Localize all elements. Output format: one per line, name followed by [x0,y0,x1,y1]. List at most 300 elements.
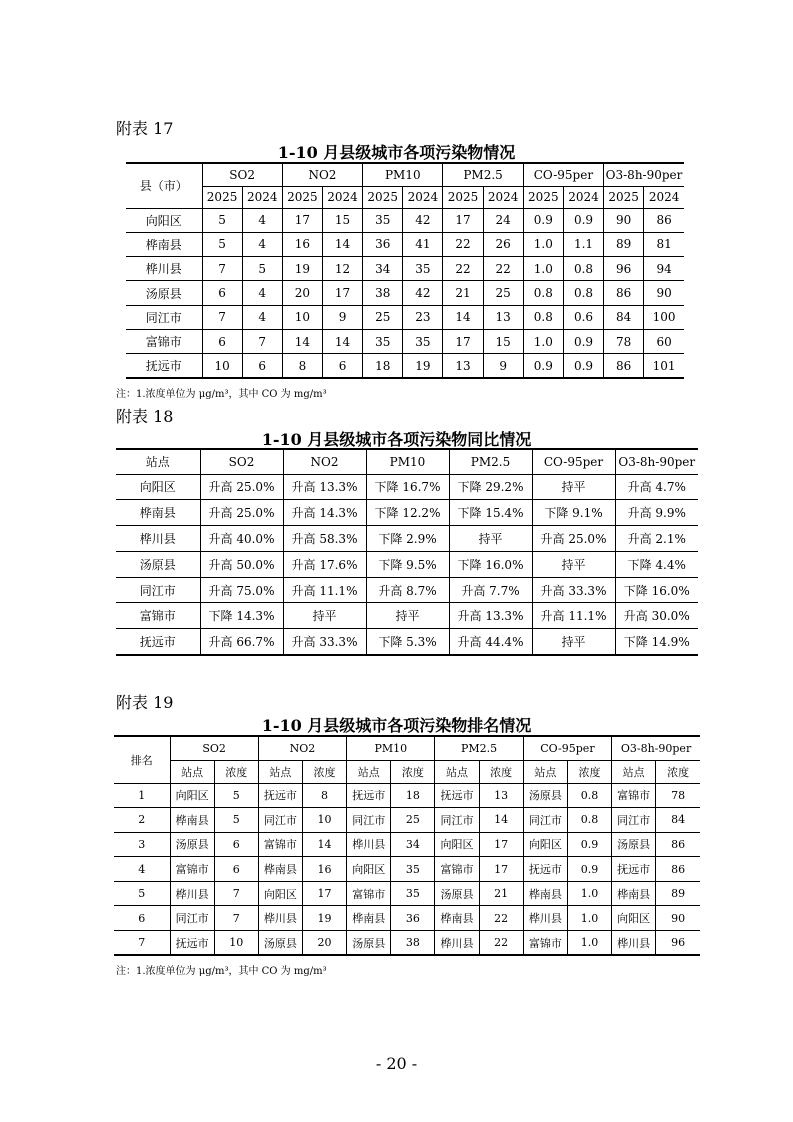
value-cell: 4 [242,208,282,232]
change-cell: 升高 2.1% [615,526,698,552]
station-cell: 向阳区 [435,832,479,857]
header-row [126,163,684,186]
value-cell: 17 [443,329,483,353]
value-cell: 12 [322,257,362,281]
table-row [116,500,698,526]
station-cell: 同江市 [126,305,202,329]
value-cell: 0.8 [567,783,611,808]
station-cell: 同江市 [612,808,656,833]
value-cell: 78 [604,329,644,353]
change-cell: 升高 33.3% [283,629,366,655]
value-cell: 0.8 [567,808,611,833]
value-cell: 0.8 [523,305,563,329]
change-cell: 下降 29.2% [449,474,532,500]
station-cell: 桦南县 [523,881,567,906]
value-cell: 14 [282,329,322,353]
station-cell: 桦南县 [258,857,302,882]
year-row [126,186,684,208]
value-cell: 86 [604,281,644,305]
change-cell: 持平 [532,474,615,500]
station-cell: 向阳区 [258,881,302,906]
value-cell: 1.0 [567,881,611,906]
table-row [126,354,684,378]
year-header: 2025 [282,186,322,208]
value-cell: 16 [282,232,322,256]
value-cell: 101 [644,354,684,378]
change-cell: 升高 58.3% [283,526,366,552]
change-cell: 下降 12.2% [366,500,449,526]
change-cell: 升高 11.1% [283,577,366,603]
value-cell: 81 [644,232,684,256]
value-cell: 10 [302,808,346,833]
pollutant-header: PM10 [363,163,443,186]
sub-header: 浓度 [214,760,258,783]
sub-header: 站点 [258,760,302,783]
station-cell: 富锦市 [523,931,567,956]
station-cell: 汤原县 [612,832,656,857]
station-cell: 向阳区 [170,783,214,808]
value-cell: 16 [302,857,346,882]
value-cell: 17 [479,857,523,882]
value-cell: 5 [214,808,258,833]
pollutant-header: O3-8h-90per [615,449,698,474]
value-cell: 35 [391,881,435,906]
station-cell: 桦川县 [258,906,302,931]
change-cell: 升高 13.3% [283,474,366,500]
value-cell: 7 [214,906,258,931]
value-cell: 0.9 [523,354,563,378]
value-cell: 18 [391,783,435,808]
value-cell: 14 [479,808,523,833]
value-cell: 21 [443,281,483,305]
change-cell: 下降 15.4% [449,500,532,526]
year-header: 2025 [363,186,403,208]
value-cell: 96 [604,257,644,281]
year-header: 2024 [242,186,282,208]
table-row [126,257,684,281]
pollutant-header: O3-8h-90per [604,163,684,186]
value-cell: 19 [403,354,443,378]
station-cell: 富锦市 [612,783,656,808]
change-cell: 升高 25.0% [200,500,283,526]
value-cell: 90 [604,208,644,232]
pollutant-header: NO2 [258,736,346,760]
sub-header: 浓度 [391,760,435,783]
change-cell: 持平 [366,603,449,629]
station-cell: 桦川县 [523,906,567,931]
value-cell: 0.9 [567,832,611,857]
value-cell: 6 [202,281,242,305]
station-cell: 富锦市 [347,881,391,906]
value-cell: 42 [403,208,443,232]
pollutant-header: O3-8h-90per [612,736,700,760]
station-cell: 桦南县 [347,906,391,931]
rank-cell: 6 [114,906,170,931]
table-row [116,629,698,655]
station-cell: 汤原县 [170,832,214,857]
year-header: 2025 [523,186,563,208]
station-cell: 桦川县 [116,526,200,552]
value-cell: 86 [644,208,684,232]
pollutant-header: PM10 [366,449,449,474]
corner-header: 县（市） [126,163,202,208]
t19-heading: 附表 19 [116,693,174,712]
value-cell: 18 [363,354,403,378]
sub-header: 浓度 [656,760,700,783]
table-row [114,906,700,931]
change-cell: 下降 16.7% [366,474,449,500]
table-18 [116,448,698,656]
change-cell: 下降 9.1% [532,500,615,526]
table-row [114,931,700,956]
value-cell: 0.8 [563,281,603,305]
station-cell: 汤原县 [116,551,200,577]
station-cell: 桦南县 [116,500,200,526]
value-cell: 35 [391,857,435,882]
value-cell: 17 [479,832,523,857]
change-cell: 下降 16.0% [449,551,532,577]
value-cell: 19 [282,257,322,281]
table-row [114,881,700,906]
change-cell: 升高 50.0% [200,551,283,577]
change-cell: 升高 14.3% [283,500,366,526]
value-cell: 22 [483,257,523,281]
change-cell: 下降 2.9% [366,526,449,552]
table-row [116,603,698,629]
year-header: 2025 [202,186,242,208]
sub-header: 浓度 [302,760,346,783]
rank-header: 排名 [114,736,170,783]
station-cell: 向阳区 [116,474,200,500]
sub-header: 浓度 [479,760,523,783]
value-cell: 22 [479,931,523,956]
value-cell: 84 [604,305,644,329]
t17-title: 1-10 月县级城市各项污染物情况 [277,143,516,162]
change-cell: 升高 17.6% [283,551,366,577]
t18-heading: 附表 18 [116,407,174,426]
pollutant-header: CO-95per [523,163,603,186]
value-cell: 35 [403,257,443,281]
value-cell: 89 [656,881,700,906]
year-header: 2024 [483,186,523,208]
rank-cell: 3 [114,832,170,857]
pollutant-header: NO2 [283,449,366,474]
value-cell: 22 [443,257,483,281]
value-cell: 6 [322,354,362,378]
value-cell: 4 [242,305,282,329]
value-cell: 13 [479,783,523,808]
change-cell: 下降 9.5% [366,551,449,577]
value-cell: 1.1 [563,232,603,256]
value-cell: 14 [322,329,362,353]
change-cell: 下降 4.4% [615,551,698,577]
value-cell: 7 [242,329,282,353]
value-cell: 35 [403,329,443,353]
change-cell: 持平 [283,603,366,629]
sub-header: 浓度 [567,760,611,783]
value-cell: 6 [202,329,242,353]
value-cell: 1.0 [523,329,563,353]
value-cell: 86 [604,354,644,378]
value-cell: 13 [483,305,523,329]
value-cell: 1.0 [523,232,563,256]
station-cell: 抚远市 [612,857,656,882]
value-cell: 17 [282,208,322,232]
value-cell: 17 [443,208,483,232]
value-cell: 10 [202,354,242,378]
value-cell: 20 [302,931,346,956]
rank-cell: 5 [114,881,170,906]
change-cell: 升高 40.0% [200,526,283,552]
t19-note: 注：1.浓度单位为 μg/m³，其中 CO 为 mg/m³ [116,966,327,977]
value-cell: 22 [443,232,483,256]
value-cell: 1.0 [523,257,563,281]
change-cell: 升高 75.0% [200,577,283,603]
value-cell: 19 [302,906,346,931]
value-cell: 0.9 [567,857,611,882]
station-cell: 同江市 [116,577,200,603]
station-cell: 桦南县 [612,881,656,906]
value-cell: 4 [242,281,282,305]
pollutant-header: PM10 [347,736,435,760]
change-cell: 升高 25.0% [532,526,615,552]
value-cell: 25 [391,808,435,833]
value-cell: 4 [242,232,282,256]
value-cell: 9 [483,354,523,378]
pollutant-header: SO2 [202,163,282,186]
change-cell: 升高 25.0% [200,474,283,500]
value-cell: 14 [443,305,483,329]
value-cell: 5 [214,783,258,808]
t17-note: 注：1.浓度单位为 μg/m³，其中 CO 为 mg/m³ [116,389,327,400]
value-cell: 24 [483,208,523,232]
station-cell: 同江市 [170,906,214,931]
station-cell: 桦南县 [435,906,479,931]
sub-header: 站点 [612,760,656,783]
value-cell: 90 [644,281,684,305]
value-cell: 0.8 [563,257,603,281]
pollutant-header: CO-95per [532,449,615,474]
rank-cell: 4 [114,857,170,882]
rank-cell: 2 [114,808,170,833]
value-cell: 26 [483,232,523,256]
value-cell: 1.0 [567,931,611,956]
value-cell: 25 [483,281,523,305]
station-cell: 汤原县 [523,783,567,808]
value-cell: 86 [656,832,700,857]
value-cell: 5 [202,208,242,232]
table-19 [114,735,700,956]
value-cell: 14 [302,832,346,857]
station-cell: 汤原县 [435,881,479,906]
change-cell: 持平 [532,551,615,577]
value-cell: 84 [656,808,700,833]
value-cell: 6 [242,354,282,378]
station-cell: 桦川县 [170,881,214,906]
value-cell: 6 [214,832,258,857]
value-cell: 5 [202,232,242,256]
station-cell: 向阳区 [612,906,656,931]
table-17 [126,162,684,379]
value-cell: 9 [322,305,362,329]
value-cell: 38 [363,281,403,305]
station-cell: 富锦市 [116,603,200,629]
value-cell: 0.9 [523,208,563,232]
station-cell: 同江市 [347,808,391,833]
sub-header: 站点 [170,760,214,783]
station-cell: 抚远市 [170,931,214,956]
header-row [116,449,698,474]
table-row [126,329,684,353]
pollutant-header: PM2.5 [443,163,523,186]
station-header: 站点 [116,449,200,474]
pollutant-header: NO2 [282,163,362,186]
value-cell: 94 [644,257,684,281]
table-row [116,551,698,577]
value-cell: 7 [202,305,242,329]
value-cell: 13 [443,354,483,378]
station-cell: 抚远市 [523,857,567,882]
value-cell: 96 [656,931,700,956]
station-cell: 向阳区 [523,832,567,857]
table-row [114,783,700,808]
year-header: 2025 [604,186,644,208]
value-cell: 42 [403,281,443,305]
sub-header: 站点 [435,760,479,783]
header-row [114,736,700,760]
value-cell: 0.6 [563,305,603,329]
value-cell: 17 [302,881,346,906]
value-cell: 0.9 [563,329,603,353]
rank-cell: 1 [114,783,170,808]
year-header: 2024 [322,186,362,208]
change-cell: 升高 8.7% [366,577,449,603]
value-cell: 7 [214,881,258,906]
station-cell: 富锦市 [258,832,302,857]
station-cell: 同江市 [523,808,567,833]
value-cell: 38 [391,931,435,956]
station-cell: 抚远市 [116,629,200,655]
station-cell: 抚远市 [347,783,391,808]
sub-header: 站点 [523,760,567,783]
t19-title: 1-10 月县级城市各项污染物排名情况 [261,716,532,735]
station-cell: 汤原县 [258,931,302,956]
pollutant-header: PM2.5 [449,449,532,474]
value-cell: 0.9 [563,208,603,232]
pollutant-header: PM2.5 [435,736,523,760]
station-cell: 富锦市 [170,857,214,882]
change-cell: 持平 [449,526,532,552]
value-cell: 17 [322,281,362,305]
change-cell: 升高 13.3% [449,603,532,629]
station-cell: 桦川县 [435,931,479,956]
value-cell: 15 [322,208,362,232]
station-cell: 富锦市 [126,329,202,353]
t17-heading: 附表 17 [116,119,174,138]
station-cell: 汤原县 [347,931,391,956]
value-cell: 41 [403,232,443,256]
change-cell: 下降 14.9% [615,629,698,655]
value-cell: 36 [391,906,435,931]
year-header: 2024 [644,186,684,208]
value-cell: 25 [363,305,403,329]
value-cell: 100 [644,305,684,329]
value-cell: 60 [644,329,684,353]
pollutant-header: SO2 [200,449,283,474]
value-cell: 0.8 [523,281,563,305]
pollutant-header: SO2 [170,736,258,760]
table-row [116,474,698,500]
change-cell: 升高 44.4% [449,629,532,655]
value-cell: 36 [363,232,403,256]
change-cell: 升高 11.1% [532,603,615,629]
table-row [114,808,700,833]
table-row [116,526,698,552]
station-cell: 汤原县 [126,281,202,305]
station-cell: 桦川县 [126,257,202,281]
change-cell: 升高 66.7% [200,629,283,655]
station-cell: 抚远市 [435,783,479,808]
table-row [114,857,700,882]
change-cell: 下降 5.3% [366,629,449,655]
station-cell: 抚远市 [258,783,302,808]
station-cell: 同江市 [435,808,479,833]
change-cell: 升高 9.9% [615,500,698,526]
station-cell: 抚远市 [126,354,202,378]
value-cell: 78 [656,783,700,808]
t18-title: 1-10 月县级城市各项污染物同比情况 [261,430,532,449]
value-cell: 22 [479,906,523,931]
value-cell: 8 [282,354,322,378]
table-row [126,208,684,232]
year-header: 2024 [563,186,603,208]
value-cell: 35 [363,329,403,353]
value-cell: 90 [656,906,700,931]
value-cell: 0.9 [563,354,603,378]
station-cell: 同江市 [258,808,302,833]
page-number: - 20 - [375,1054,418,1073]
value-cell: 5 [242,257,282,281]
table-row [126,305,684,329]
value-cell: 23 [403,305,443,329]
value-cell: 89 [604,232,644,256]
year-header: 2024 [403,186,443,208]
value-cell: 21 [479,881,523,906]
pollutant-header: CO-95per [523,736,611,760]
change-cell: 升高 30.0% [615,603,698,629]
value-cell: 10 [214,931,258,956]
station-cell: 桦川县 [347,832,391,857]
year-header: 2025 [443,186,483,208]
change-cell: 下降 16.0% [615,577,698,603]
rank-cell: 7 [114,931,170,956]
table-row [126,232,684,256]
change-cell: 升高 33.3% [532,577,615,603]
station-cell: 桦南县 [170,808,214,833]
value-cell: 34 [391,832,435,857]
station-cell: 富锦市 [435,857,479,882]
value-cell: 34 [363,257,403,281]
value-cell: 8 [302,783,346,808]
station-cell: 向阳区 [126,208,202,232]
subheader-row [114,760,700,783]
value-cell: 86 [656,857,700,882]
value-cell: 7 [202,257,242,281]
table-row [116,577,698,603]
table-row [114,832,700,857]
change-cell: 持平 [532,629,615,655]
station-cell: 桦川县 [612,931,656,956]
